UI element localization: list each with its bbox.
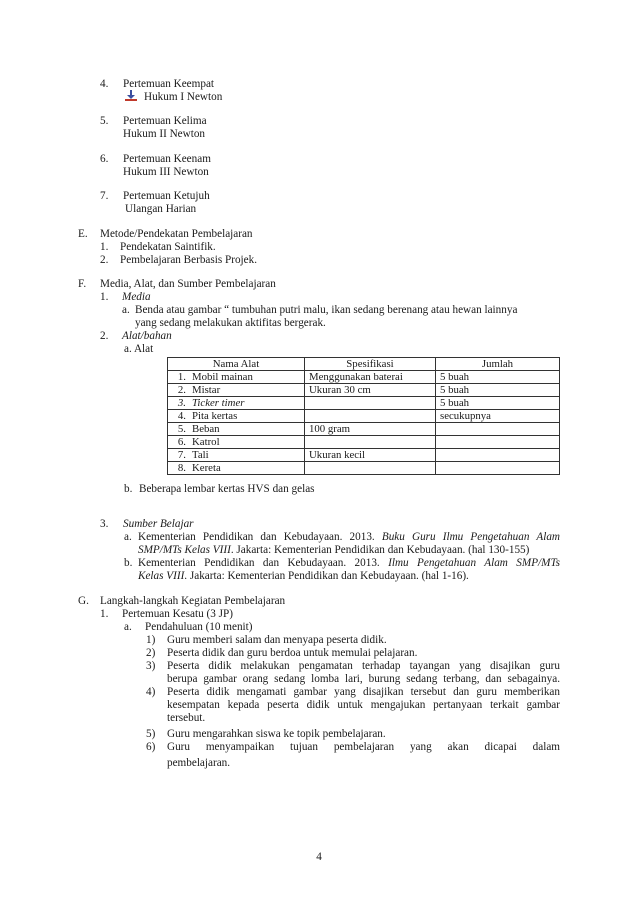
- ref-a-letter: a.: [124, 531, 132, 543]
- section-e-title: Metode/Pendekatan Pembelajaran: [100, 228, 253, 240]
- table-row: [168, 410, 560, 423]
- meeting-4-title: Pertemuan Keempat: [123, 78, 215, 90]
- step-1-text: Guru memberi salam dan menyapa peserta didik.: [167, 634, 387, 646]
- meeting-7-subject: Ulangan Harian: [125, 203, 197, 215]
- row-name: Mobil mainan: [188, 371, 305, 384]
- table-row: [168, 423, 560, 436]
- alat-sublabel: a. Alat: [124, 343, 154, 355]
- meeting-4-subject: Hukum I Newton: [144, 91, 223, 103]
- table-row: [168, 449, 560, 462]
- row-number: 2.: [168, 384, 189, 397]
- row-number: 7.: [168, 449, 189, 462]
- step-4-number: 4): [146, 686, 156, 698]
- step-4-line1: Peserta didik mengamati gambar yang disajikan tersebut dan guru memberikan: [167, 686, 560, 698]
- step-5-text: Guru mengarahkan siswa ke topik pembelajaran.: [167, 728, 386, 740]
- ref-b-book-title-cont: Kelas VIII: [138, 570, 185, 582]
- row-name: Tali: [188, 449, 305, 462]
- meeting-5-subject: Hukum II Newton: [123, 128, 206, 140]
- row-qty: [436, 462, 560, 475]
- row-spec: Menggunakan baterai: [305, 371, 436, 384]
- alat-bahan-number: 2.: [100, 330, 109, 342]
- media-item-a-line1: Benda atau gambar “ tumbuhan putri malu, ikan sedang berenang atau hewan lainnya: [135, 304, 518, 316]
- media-label: Media: [122, 291, 151, 303]
- step-6-line2: pembelajaran.: [167, 757, 231, 769]
- step-1-number: 1): [146, 634, 156, 646]
- step-5-number: 5): [146, 728, 156, 740]
- bahan-b-text: Beberapa lembar kertas HVS dan gelas: [139, 483, 315, 495]
- ref-a-publisher: . Jakarta: Kementerian Pendidikan dan Kebudayaan. (hal 130-155): [230, 544, 530, 556]
- ref-b-line1: [138, 557, 560, 570]
- row-number: 4.: [168, 410, 189, 423]
- ref-a-book-title: Buku Guru Ilmu Pengetahuan Alam: [381, 531, 561, 543]
- row-qty: 5 buah: [436, 384, 560, 397]
- bahan-b-letter: b.: [124, 483, 133, 495]
- meeting-6-title: Pertemuan Keenam: [123, 153, 211, 165]
- row-spec: [305, 410, 436, 423]
- alat-table: [167, 357, 560, 475]
- meeting-4-number: 4.: [100, 78, 109, 90]
- alat-bahan-label: Alat/bahan: [122, 330, 172, 342]
- row-name: Beban: [188, 423, 305, 436]
- meeting-1-number: 1.: [100, 608, 109, 620]
- table-row: [168, 462, 560, 475]
- method-1-text: Pendekatan Saintifik.: [120, 241, 216, 253]
- row-spec: [305, 397, 436, 410]
- meeting-6-subject: Hukum III Newton: [123, 166, 209, 178]
- meeting-1-text: Pertemuan Kesatu (3 JP): [122, 608, 233, 620]
- meeting-7-number: 7.: [100, 190, 109, 202]
- row-spec: Ukuran 30 cm: [305, 384, 436, 397]
- ref-a-line2: [138, 544, 529, 557]
- ref-a-book-title-cont: SMP/MTs Kelas VIII: [138, 544, 231, 556]
- row-spec: 100 gram: [305, 423, 436, 436]
- method-1-number: 1.: [100, 241, 109, 253]
- row-qty: 5 buah: [436, 397, 560, 410]
- meeting-5-number: 5.: [100, 115, 109, 127]
- row-spec: [305, 462, 436, 475]
- meeting-7-title: Pertemuan Ketujuh: [123, 190, 210, 202]
- row-qty: [436, 449, 560, 462]
- row-spec: Ukuran kecil: [305, 449, 436, 462]
- method-2-number: 2.: [100, 254, 109, 266]
- media-item-a-letter: a.: [122, 304, 130, 316]
- row-qty: 5 buah: [436, 371, 560, 384]
- row-name: Pita kertas: [188, 410, 305, 423]
- table-header-row: [168, 358, 560, 371]
- row-spec: [305, 436, 436, 449]
- intro-text: Pendahuluan (10 menit): [145, 621, 253, 633]
- row-number: 3.: [168, 397, 189, 410]
- page-number: 4: [316, 851, 322, 863]
- ref-a-plain: Kementerian Pendidikan dan Kebudayaan. 2013.: [138, 531, 375, 543]
- ref-b-book-title: Ilmu Pengetahuan Alam SMP/MTs: [388, 557, 561, 569]
- step-3-number: 3): [146, 660, 156, 672]
- step-4-line3: tersebut.: [167, 712, 206, 724]
- table-row: [168, 436, 560, 449]
- section-f-title: Media, Alat, dan Sumber Pembelajaran: [100, 278, 276, 290]
- table-header-spesifikasi: Spesifikasi: [305, 358, 436, 371]
- step-3-line2: berupa gambar orang sedang lomba lari, burung sedang terbang, dan sebagainya.: [167, 673, 560, 685]
- section-e-letter: E.: [78, 228, 88, 240]
- meeting-5-title: Pertemuan Kelima: [123, 115, 207, 127]
- step-2-text: Peserta didik dan guru berdoa untuk memulai pelajaran.: [167, 647, 418, 659]
- media-number: 1.: [100, 291, 109, 303]
- row-qty: secukupnya: [436, 410, 560, 423]
- row-number: 8.: [168, 462, 189, 475]
- row-name: Mistar: [188, 384, 305, 397]
- row-qty: [436, 423, 560, 436]
- meeting-6-number: 6.: [100, 153, 109, 165]
- section-f-letter: F.: [78, 278, 87, 290]
- table-header-nama: Nama Alat: [168, 358, 305, 371]
- section-g-letter: G.: [78, 595, 89, 607]
- ref-b-plain: Kementerian Pendidikan dan Kebudayaan. 2013.: [138, 557, 380, 569]
- ref-a-line1: [138, 531, 560, 544]
- step-6-line1: Guru menyampaikan tujuan pembelajaran yang akan dicapai dalam: [167, 741, 560, 753]
- table-row: [168, 397, 560, 410]
- table-row: [168, 371, 560, 384]
- table-header-jumlah: Jumlah: [436, 358, 560, 371]
- bullet-arrow-icon: [125, 90, 137, 101]
- row-name: Katrol: [188, 436, 305, 449]
- intro-letter: a.: [124, 621, 132, 633]
- step-6-number: 6): [146, 741, 156, 753]
- ref-b-line2: [138, 570, 469, 583]
- row-qty: [436, 436, 560, 449]
- media-item-a-line2: yang sedang melakukan aktifitas bergerak.: [135, 317, 326, 329]
- step-3-line1: Peserta didik melakukan pengamatan terhadap tayangan yang disajikan guru: [167, 660, 560, 672]
- ref-b-letter: b.: [124, 557, 133, 569]
- method-2-text: Pembelajaran Berbasis Projek.: [120, 254, 258, 266]
- row-number: 6.: [168, 436, 189, 449]
- row-name: Kereta: [188, 462, 305, 475]
- sumber-label: Sumber Belajar: [123, 518, 194, 530]
- ref-b-publisher: . Jakarta: Kementerian Pendidikan dan Kebudayaan. (hal 1-16).: [184, 570, 469, 582]
- row-number: 5.: [168, 423, 189, 436]
- sumber-number: 3.: [100, 518, 109, 530]
- step-2-number: 2): [146, 647, 156, 659]
- row-name: Ticker timer: [188, 397, 305, 410]
- row-number: 1.: [168, 371, 189, 384]
- table-row: [168, 384, 560, 397]
- step-4-line2: kesempatan kepada peserta didik untuk mengajukan pertanyaan terkait gambar: [167, 699, 560, 711]
- section-g-title: Langkah-langkah Kegiatan Pembelajaran: [100, 595, 286, 607]
